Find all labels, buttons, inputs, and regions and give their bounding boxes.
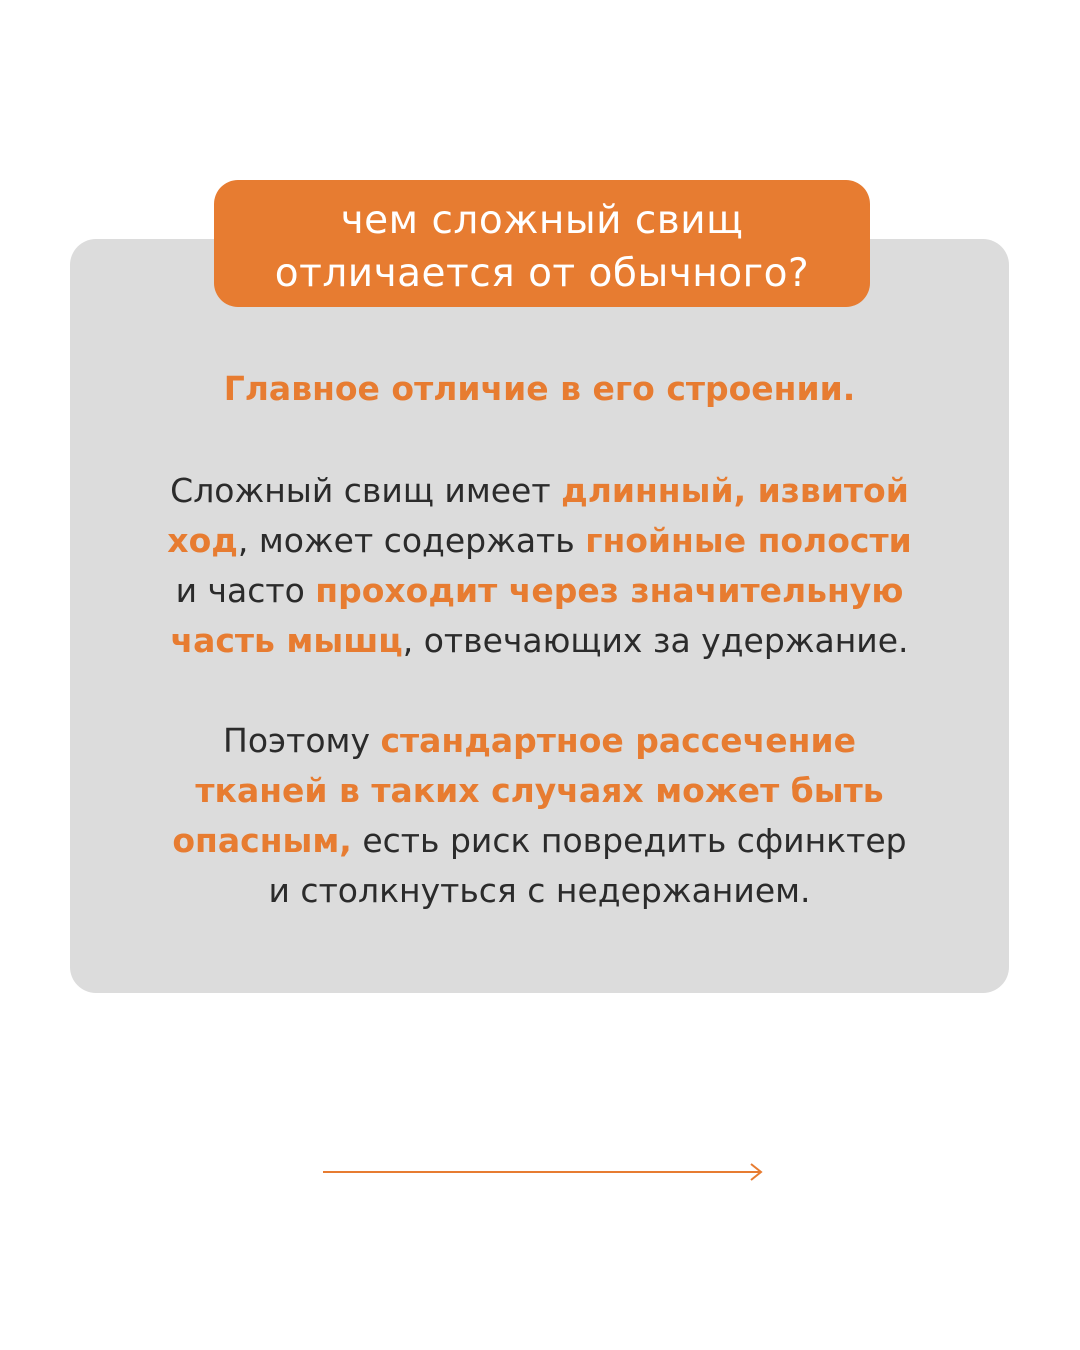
paragraph-risk — [70, 716, 1009, 916]
title-line-1: чем сложный свищ — [340, 198, 744, 243]
title-line-2: отличается от обычного? — [274, 251, 810, 296]
paragraph-line — [70, 766, 1009, 816]
lead-text: Главное отличие в его строении. — [223, 369, 856, 408]
highlight-text: проходит через значительную — [315, 571, 904, 610]
text-span: , отвечающих за удержание. — [402, 621, 909, 660]
highlight-text: длинный, извитой — [561, 471, 909, 510]
text-span: и часто — [175, 571, 316, 610]
arrow-right-icon[interactable] — [323, 1160, 765, 1184]
paragraph-line — [70, 866, 1009, 916]
highlight-text: опасным, — [172, 821, 352, 860]
text-span: есть риск повредить сфинктер — [351, 821, 907, 860]
highlight-text: стандартное рассечение — [380, 721, 856, 760]
text-span: Поэтому — [223, 721, 381, 760]
title-badge — [214, 180, 870, 307]
text-span: Сложный свищ имеет — [170, 471, 562, 510]
paragraph-line — [70, 816, 1009, 866]
highlight-text: часть мышц — [170, 621, 403, 660]
highlight-text: гнойные полости — [585, 521, 912, 560]
highlight-text: ход — [167, 521, 238, 560]
text-span: , может содержать — [237, 521, 586, 560]
paragraph-line — [70, 616, 1009, 666]
paragraph-structure — [70, 466, 1009, 666]
text-span: и столкнуться с недержанием. — [268, 871, 811, 910]
paragraph-line — [70, 566, 1009, 616]
paragraph-line — [70, 516, 1009, 566]
paragraph-line — [70, 466, 1009, 516]
highlight-text: тканей в таких случаях может быть — [195, 771, 884, 810]
paragraph-line — [70, 716, 1009, 766]
